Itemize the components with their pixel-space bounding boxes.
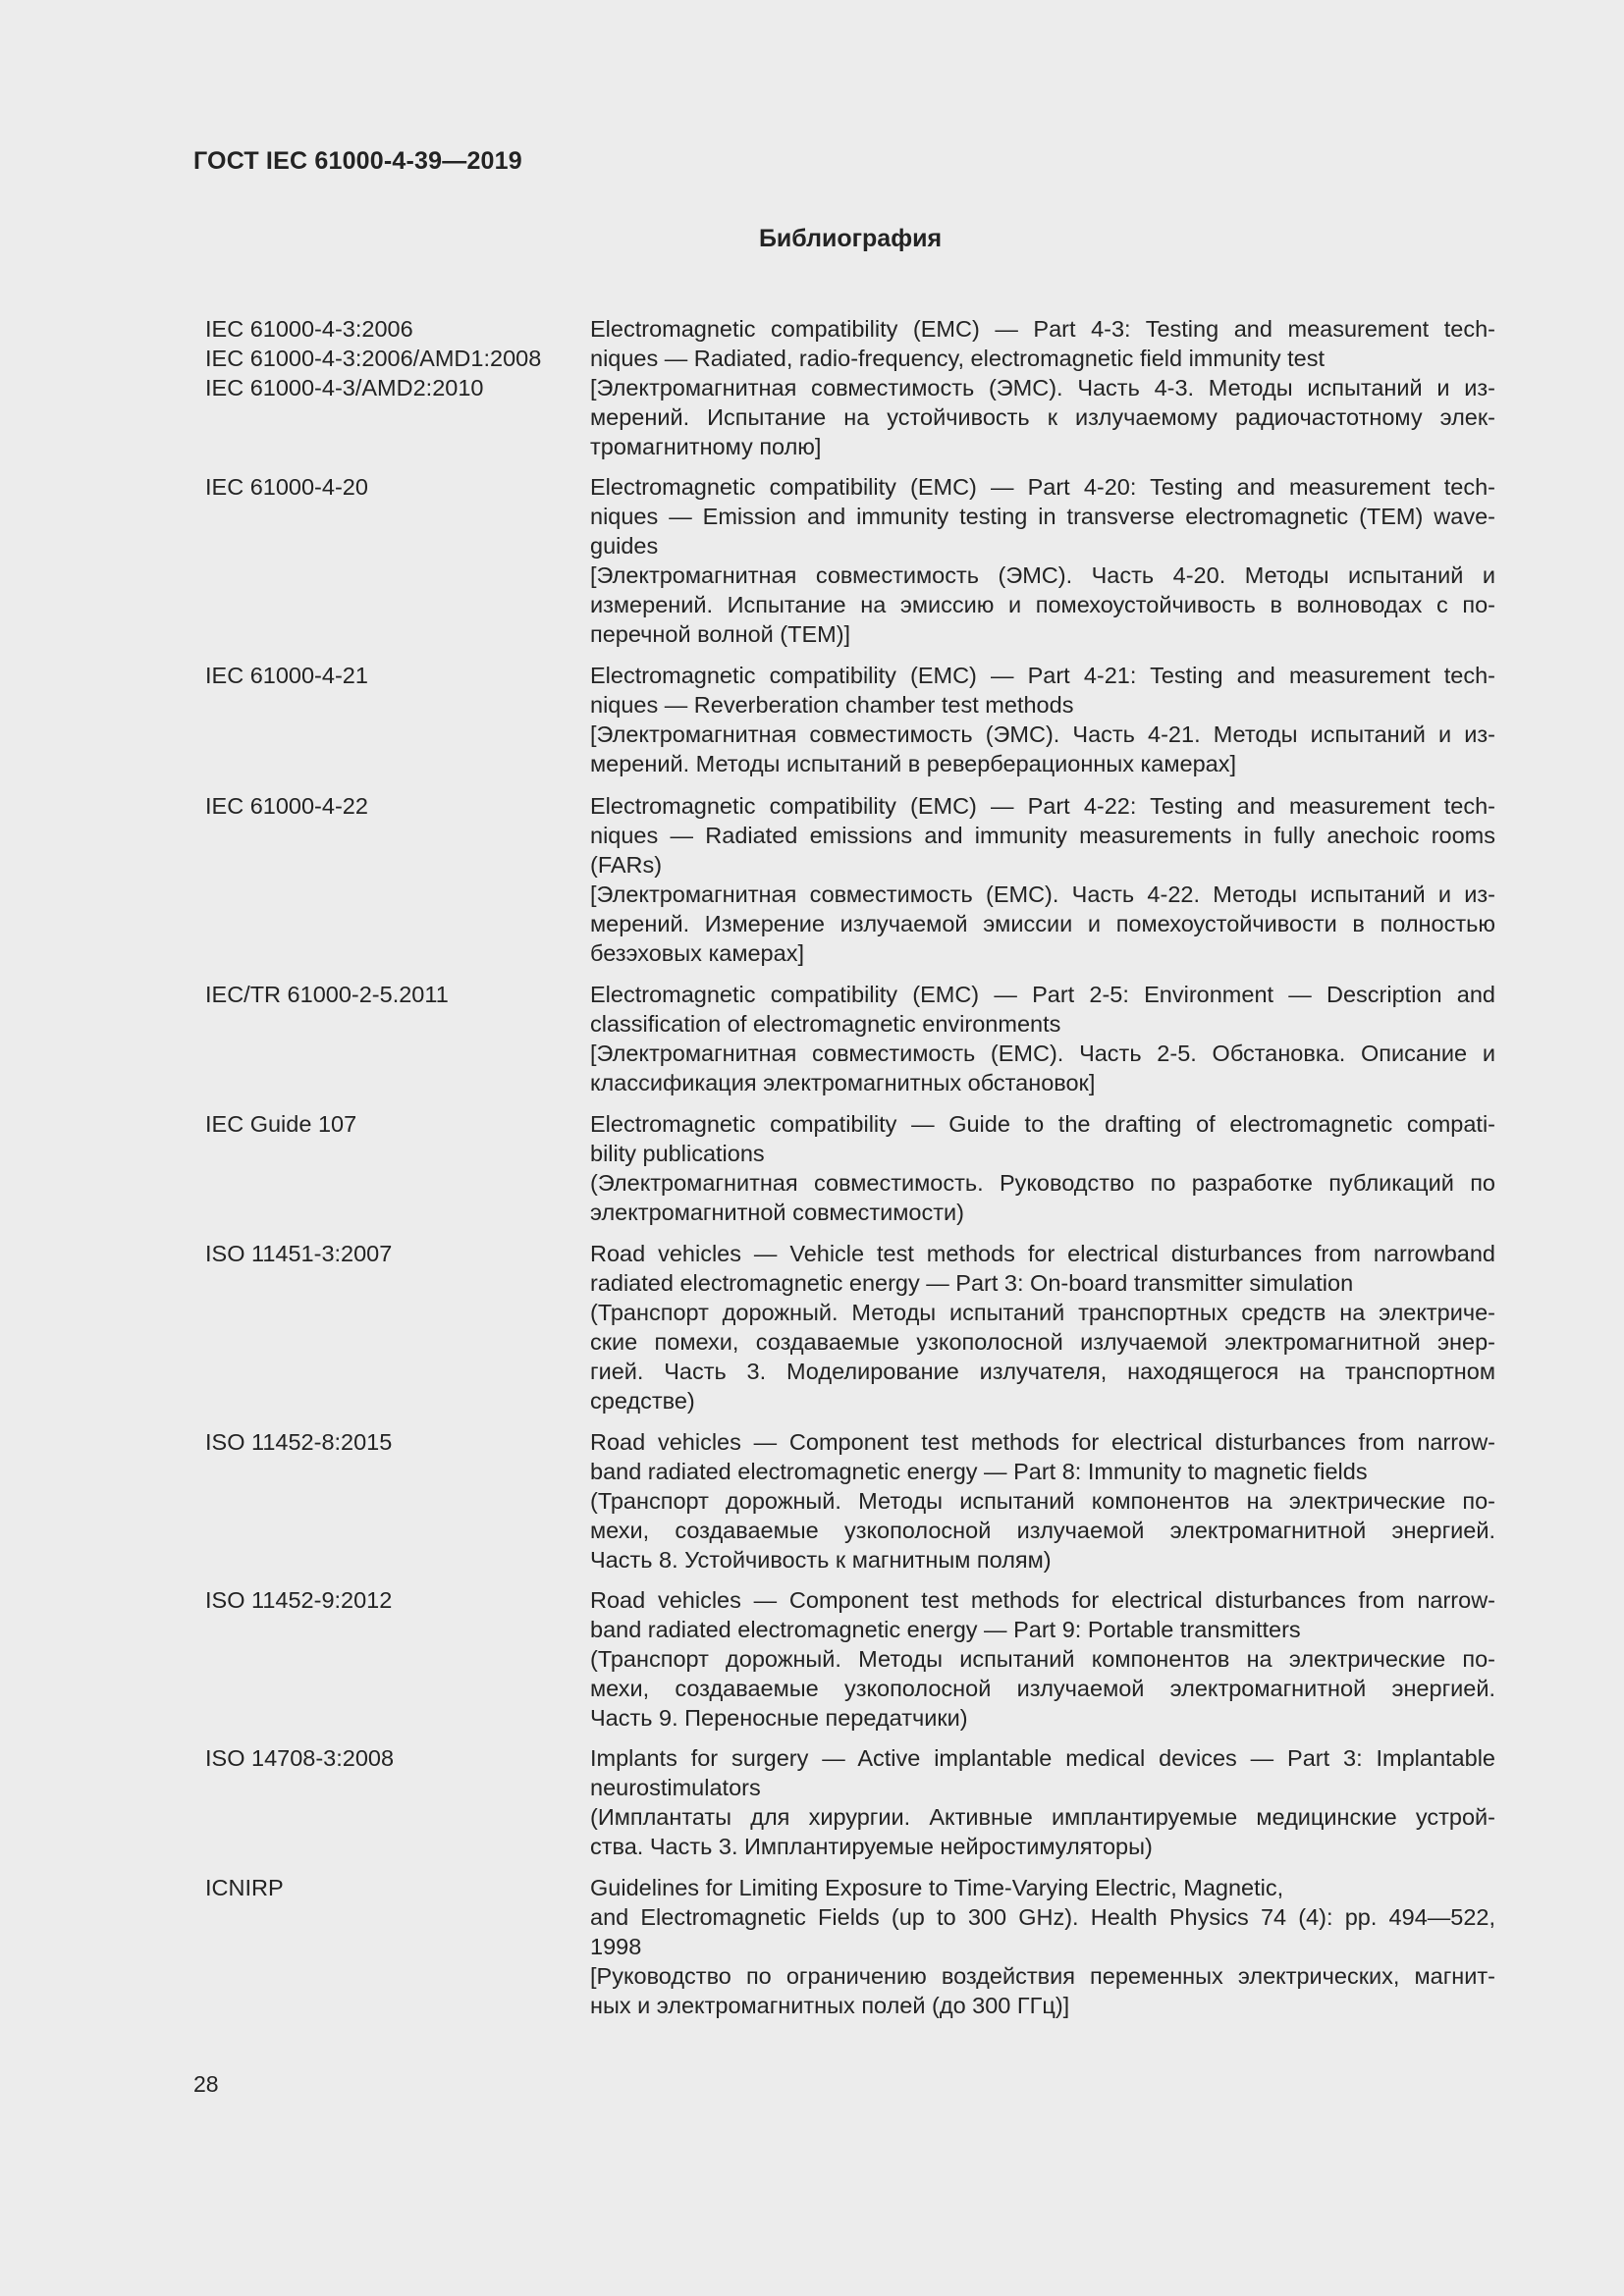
title-line: мерений. Методы испытаний в реверберационных камерах]: [590, 751, 1236, 776]
title-line: 1998: [590, 1934, 642, 1959]
title-line: and Electromagnetic Fields (up to 300 GHz). Health Physics 74 (4): pp. 494—522,: [590, 1904, 1495, 1930]
title-line: Electromagnetic compatibility (EMC) — Part 4-21: Testing and measurement tech-: [590, 663, 1495, 688]
standard-title: [590, 791, 1495, 968]
standard-designation: [205, 472, 578, 502]
title-line: Часть 8. Устойчивость к магнитным полям): [590, 1547, 1052, 1573]
standard-designation: [205, 791, 578, 821]
title-line: Electromagnetic compatibility (EMC) — Part 4-3: Testing and measurement tech-: [590, 316, 1495, 342]
standard-designation: [205, 1873, 578, 1902]
title-line: (Транспорт дорожный. Методы испытаний компонентов на электрические по-: [590, 1646, 1495, 1672]
designation-line: IEC 61000-4-20: [205, 474, 368, 500]
title-line: (Имплантаты для хирургии. Активные имплантируемые медицинские устрой-: [590, 1804, 1495, 1830]
title-line: тромагнитному полю]: [590, 434, 822, 459]
title-line: radiated electromagnetic energy — Part 3: On-board transmitter simulation: [590, 1270, 1354, 1296]
standard-designation: [205, 1743, 578, 1773]
designation-line: IEC 61000-4-22: [205, 793, 368, 819]
title-line: [Электромагнитная совместимость (ЭМС). Часть 4-21. Методы испытаний и из-: [590, 721, 1495, 747]
standard-designation: [205, 314, 578, 402]
designation-line: IEC 61000-4-21: [205, 663, 368, 688]
title-line: [Электромагнитная совместимость (ЕМС). Часть 2-5. Обстановка. Описание и: [590, 1041, 1495, 1066]
standard-title: [590, 1109, 1495, 1227]
title-line: Electromagnetic compatibility (EMC) — Part 4-22: Testing and measurement tech-: [590, 793, 1495, 819]
designation-line: IEC Guide 107: [205, 1111, 357, 1137]
designation-line: ISO 11451-3:2007: [205, 1241, 393, 1266]
standard-designation: [205, 1239, 578, 1268]
title-line: ские помехи, создаваемые узкополосной излучаемой электромагнитной энер-: [590, 1329, 1495, 1355]
standard-title: [590, 980, 1495, 1097]
page-number: 28: [193, 2071, 219, 2097]
designation-line: IEC 61000-4-3:2006/AMD1:2008: [205, 346, 542, 371]
title-line: [Электромагнитная совместимость (ЭМС). Часть 4-20. Методы испытаний и: [590, 562, 1495, 588]
title-line: безэховых камерах]: [590, 940, 804, 966]
title-line: Electromagnetic compatibility (EMC) — Part 2-5: Environment — Description and: [590, 982, 1495, 1007]
title-line: Road vehicles — Component test methods for electrical disturbances from narrow-: [590, 1587, 1495, 1613]
standard-designation: [205, 980, 578, 1009]
title-line: Electromagnetic compatibility (EMC) — Part 4-20: Testing and measurement tech-: [590, 474, 1495, 500]
standard-title: [590, 1585, 1495, 1733]
title-line: guides: [590, 533, 659, 559]
standard-designation: [205, 1427, 578, 1457]
title-line: ных и электромагнитных полей (до 300 ГГц)]: [590, 1993, 1070, 2018]
title-line: мерений. Измерение излучаемой эмиссии и помехоустойчивости в полностью: [590, 911, 1495, 936]
title-line: Guidelines for Limiting Exposure to Time-Varying Electric, Magnetic,: [590, 1875, 1284, 1900]
title-line: [Электромагнитная совместимость (ЭМС). Часть 4-3. Методы испытаний и из-: [590, 375, 1495, 400]
title-line: neurostimulators: [590, 1775, 761, 1800]
document-header: ГОСТ IEC 61000-4-39—2019: [193, 147, 522, 175]
title-line: Road vehicles — Vehicle test methods for electrical disturbances from narrowband: [590, 1241, 1495, 1266]
title-line: Implants for surgery — Active implantable medical devices — Part 3: Implantable: [590, 1745, 1495, 1771]
designation-line: IEC/TR 61000-2-5.2011: [205, 982, 449, 1007]
standard-designation: [205, 1109, 578, 1139]
section-title: Библиография: [758, 225, 943, 252]
title-line: мехи, создаваемые узкополосной излучаемой электромагнитной энергией.: [590, 1676, 1495, 1701]
designation-line: IEC 61000-4-3:2006: [205, 316, 413, 342]
title-line: средстве): [590, 1388, 695, 1414]
title-line: Electromagnetic compatibility — Guide to the drafting of electromagnetic compati-: [590, 1111, 1495, 1137]
title-line: Часть 9. Переносные передатчики): [590, 1705, 968, 1731]
standard-title: [590, 1427, 1495, 1575]
title-line: niques — Radiated, radio-frequency, electromagnetic field immunity test: [590, 346, 1326, 371]
standard-title: [590, 1743, 1495, 1861]
designation-line: ISO 11452-9:2012: [205, 1587, 393, 1613]
designation-line: ISO 14708-3:2008: [205, 1745, 395, 1771]
title-line: (Электромагнитная совместимость. Руководство по разработке публикаций по: [590, 1170, 1495, 1196]
title-line: ства. Часть 3. Имплантируемые нейростимуляторы): [590, 1834, 1153, 1859]
standard-title: [590, 472, 1495, 649]
title-line: мерений. Испытание на устойчивость к излучаемому радиочастотному элек-: [590, 404, 1495, 430]
title-line: (Транспорт дорожный. Методы испытаний транспортных средств на электриче-: [590, 1300, 1495, 1325]
standard-title: [590, 1239, 1495, 1415]
title-line: (FARs): [590, 852, 663, 878]
title-line: мехи, создаваемые узкополосной излучаемой электромагнитной энергией.: [590, 1518, 1495, 1543]
title-line: classification of electromagnetic environments: [590, 1011, 1061, 1037]
title-line: niques — Emission and immunity testing in transverse electromagnetic (TEM) wave-: [590, 504, 1495, 529]
designation-line: ISO 11452-8:2015: [205, 1429, 393, 1455]
title-line: электромагнитной совместимости): [590, 1200, 964, 1225]
title-line: (Транспорт дорожный. Методы испытаний компонентов на электрические по-: [590, 1488, 1495, 1514]
title-line: niques — Radiated emissions and immunity measurements in fully anechoic rooms: [590, 823, 1495, 848]
title-line: [Руководство по ограничению воздействия переменных электрических, магнит-: [590, 1963, 1495, 1989]
designation-line: IEC 61000-4-3/AMD2:2010: [205, 375, 484, 400]
standard-designation: [205, 661, 578, 690]
title-line: классификация электромагнитных обстановок]: [590, 1070, 1096, 1095]
standard-title: [590, 1873, 1495, 2020]
title-line: перечной волной (ТЕМ)]: [590, 621, 851, 647]
standard-title: [590, 314, 1495, 461]
standard-designation: [205, 1585, 578, 1615]
title-line: bility publications: [590, 1141, 765, 1166]
title-line: гией. Часть 3. Моделирование излучателя, находящегося на транспортном: [590, 1359, 1495, 1384]
standard-title: [590, 661, 1495, 778]
title-line: band radiated electromagnetic energy — Part 8: Immunity to magnetic fields: [590, 1459, 1368, 1484]
title-line: Road vehicles — Component test methods for electrical disturbances from narrow-: [590, 1429, 1495, 1455]
title-line: [Электромагнитная совместимость (ЕМС). Часть 4-22. Методы испытаний и из-: [590, 881, 1495, 907]
title-line: измерений. Испытание на эмиссию и помехоустойчивость в волноводах с по-: [590, 592, 1495, 617]
title-line: niques — Reverberation chamber test methods: [590, 692, 1074, 718]
title-line: band radiated electromagnetic energy — Part 9: Portable transmitters: [590, 1617, 1301, 1642]
designation-line: ICNIRP: [205, 1875, 284, 1900]
